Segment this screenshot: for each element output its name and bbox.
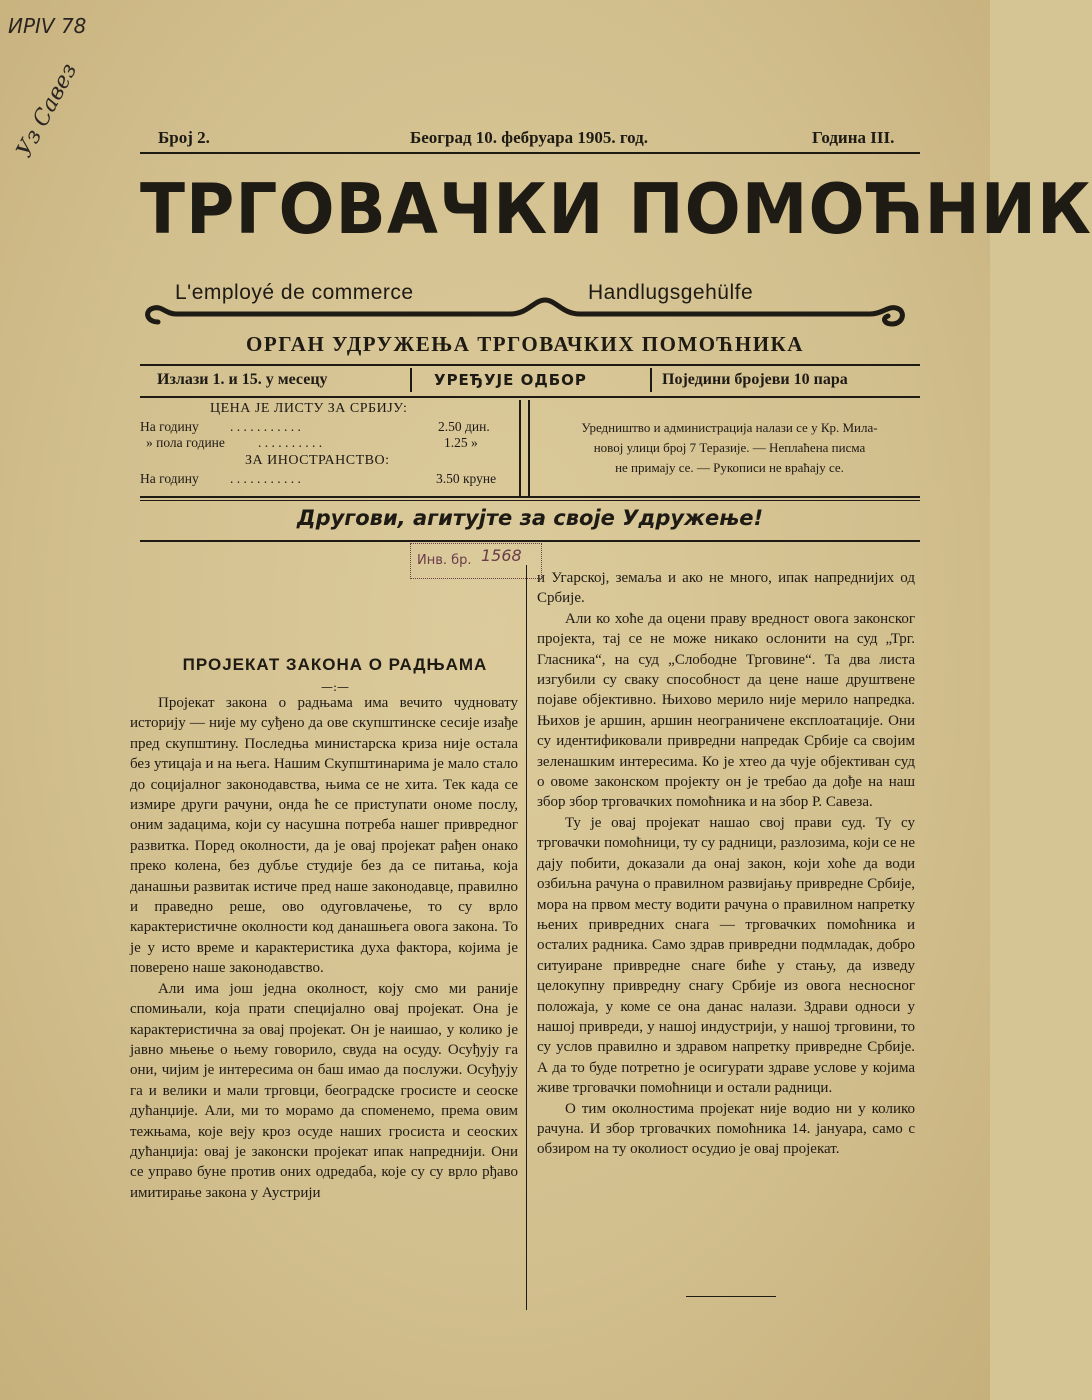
office-line-2: новој улици број 7 Теразије. — Неплаћена писма [593, 440, 866, 455]
info-rule-top [140, 364, 920, 366]
paragraph: Али има још једна околност, коју смо ми раније спомињали, која прати специјално овај пројекат. Она је карактеристична за овај пројекат. Он је наишао, у колико је јавно мњење о њему говорило, свуда на осуду. Осуђују га они, чијим је интересима он баш имао да послужи. Осуђују га и велики и мали трговци, београдске гросисте и сеоске дућанџије. Али, ми то морамо да споменемо, према овим тежњама, које веју кроз осуде наших гросиста и сеоских дућанџија: овај је законски пројекат ипак напреднији. Они се управо буне против оних одредаба, које су су врло рђаво имитирање закона у Аустрији [130, 980, 518, 1201]
masthead-flourish [140, 296, 910, 332]
issue-number: Број 2. [158, 128, 210, 147]
paragraph: О тим околностима пројекат није водио ни у колико рачуна. И збор трговачких помоћника 14. јануара, само с обзиром на ту околиост осудио је овај пројекат. [537, 1100, 915, 1158]
stamp-number: 1568 [481, 546, 522, 565]
archive-mark: ИРIV 78 [8, 14, 87, 38]
price-half-value: 1.25 » [444, 435, 478, 450]
price-heading-serbia: ЦЕНА ЈЕ ЛИСТУ ЗА СРБИЈУ: [210, 401, 408, 416]
masthead-title: ТРГОВАЧКИ ПОМОЋНИК [140, 169, 1092, 250]
slogan: Другови, агитујте за своје Удружење! [296, 506, 764, 530]
handwritten-margin-note: Уз Савез [12, 59, 83, 162]
paragraph: Али ко хоће да оцени праву вредност овога законског пројекта, тај се не може никако ослонити на суд „Трг. Гласника“, на суд „Слободне Трговине“. Та два листа изгубили су сваку способност да цене наше друштвене појаве објективно. Њихово мерило није мерило напредка. Њихов је аршин, аршин неограничене експлоатације. Они су идентификовали привредни напредак Србије са својим зеленашким интересима. Ко је хтео да чује објективан суд о овоме законском пројекту он је требао да дође на наш збор збор трговачких помоћника и на збор Р. Савеза. [537, 610, 915, 811]
publication-frequency: Излази 1. и 15. у месецу [157, 371, 328, 388]
price-box-divider [528, 400, 530, 496]
price-abroad-label: На годину [140, 471, 199, 486]
article-column-right [537, 568, 915, 1160]
price-year-value: 2.50 дин. [438, 419, 490, 434]
paragraph: и Угарској, земаља и ако не много, ипак напреднијих од Србије. [537, 570, 915, 607]
price-half-label: » пола године [146, 435, 225, 450]
stamp-prefix: Инв. бр. [417, 553, 472, 568]
info-rule-bottom [140, 396, 920, 398]
subtitle-german: Handlugsgehülfe [588, 281, 754, 304]
place-and-date: Београд 10. фебруара 1905. год. [410, 128, 648, 147]
price-abroad-value: 3.50 круне [436, 471, 497, 486]
paragraph: Ту је овај пројекат нашао свој прави суд. Ту су трговачки помоћници, ту су радници, разлозима, који се не дају побити, доказали да онај закон, који хоће да води озбиљна рачуна о правилном развијању привредне Србије, мора на првом месту водити рачуна о правилном напретку њених привредних снага — трговачких помоћника и осталих радника. Само здрав привредни подмладак, добро ситуиране привредне снаге биће у стању, да изведу целокупну привредну снагу Србије из овога несносног положаја, у коме се она данас налази. Здрави односи у нашој привреди, у нашој индустрији, у нашој трговини, то су услов правилно и здравом напретку привредне Србије. А да то буде потретно је осигурати здраве услове у којима живе трговачки помоћници и остали радници. [537, 814, 915, 1097]
price-box-rule-thin [140, 500, 920, 501]
price-half-dots: . . . . . . . . . . [258, 435, 323, 450]
single-issue-price: Поједини бројеви 10 пара [662, 371, 848, 388]
price-box-divider [519, 400, 521, 496]
office-notice [537, 418, 922, 478]
column-divider [526, 565, 527, 1310]
office-line-3: не примају се. — Рукописи не враћају се. [615, 460, 844, 475]
info-divider [410, 368, 412, 392]
price-year-label: На годину [140, 419, 199, 434]
volume-year: Година III. [812, 128, 895, 147]
article-column-left [130, 693, 518, 1203]
article-title: ПРОЈЕКАТ ЗАКОНА О РАДЊАМА [182, 655, 488, 674]
article-end-rule [686, 1296, 776, 1297]
price-abroad-dots: . . . . . . . . . . . [230, 471, 301, 486]
slogan-rule [140, 540, 920, 542]
subtitle-french: L'employé de commerce [175, 281, 414, 304]
price-heading-abroad: ЗА ИНОСТРАНСТВО: [245, 453, 390, 468]
inventory-stamp [410, 543, 542, 579]
title-ornament: —:— [320, 680, 350, 694]
organ-line: ОРГАН УДРУЖЕЊА ТРГОВАЧКИХ ПОМОЋНИКА [246, 332, 804, 356]
price-year-dots: . . . . . . . . . . . [230, 419, 301, 434]
paragraph: Пројекат закона о радњама има вечито чудновату историју — није му суђено да ове скупштинске сесије изађе пред скупштину. Последња министарска криза није остала без утицаја и на њега. Нашим Скупштинарима је мало стало до социјалног законодавства, њима се не хита. Тек када се измире други рачуни, онда ће се приступати ономе послу, оним задацима, који су насушна потреба нашег привредног развитка. Поред околности, да је овај пројекат рађен онако преко колена, без дубље студије без да се питања, која данашњи развитак истиче пред наше законодавце, правилно и праведно реше, ово одуговлачење, то су врло карактеристичне околности код данашњега овога закона. То је у исто време и карактеристика духа фактора, којима је поверено наше законодавство. [130, 695, 518, 977]
office-line-1: Уредништво и администрација налази се у Кр. Мила- [581, 420, 878, 435]
editorial-board: УРЕЂУЈЕ ОДБОР [434, 371, 587, 389]
price-box-rule [140, 496, 920, 498]
info-divider [650, 368, 652, 392]
header-rule [140, 152, 920, 154]
